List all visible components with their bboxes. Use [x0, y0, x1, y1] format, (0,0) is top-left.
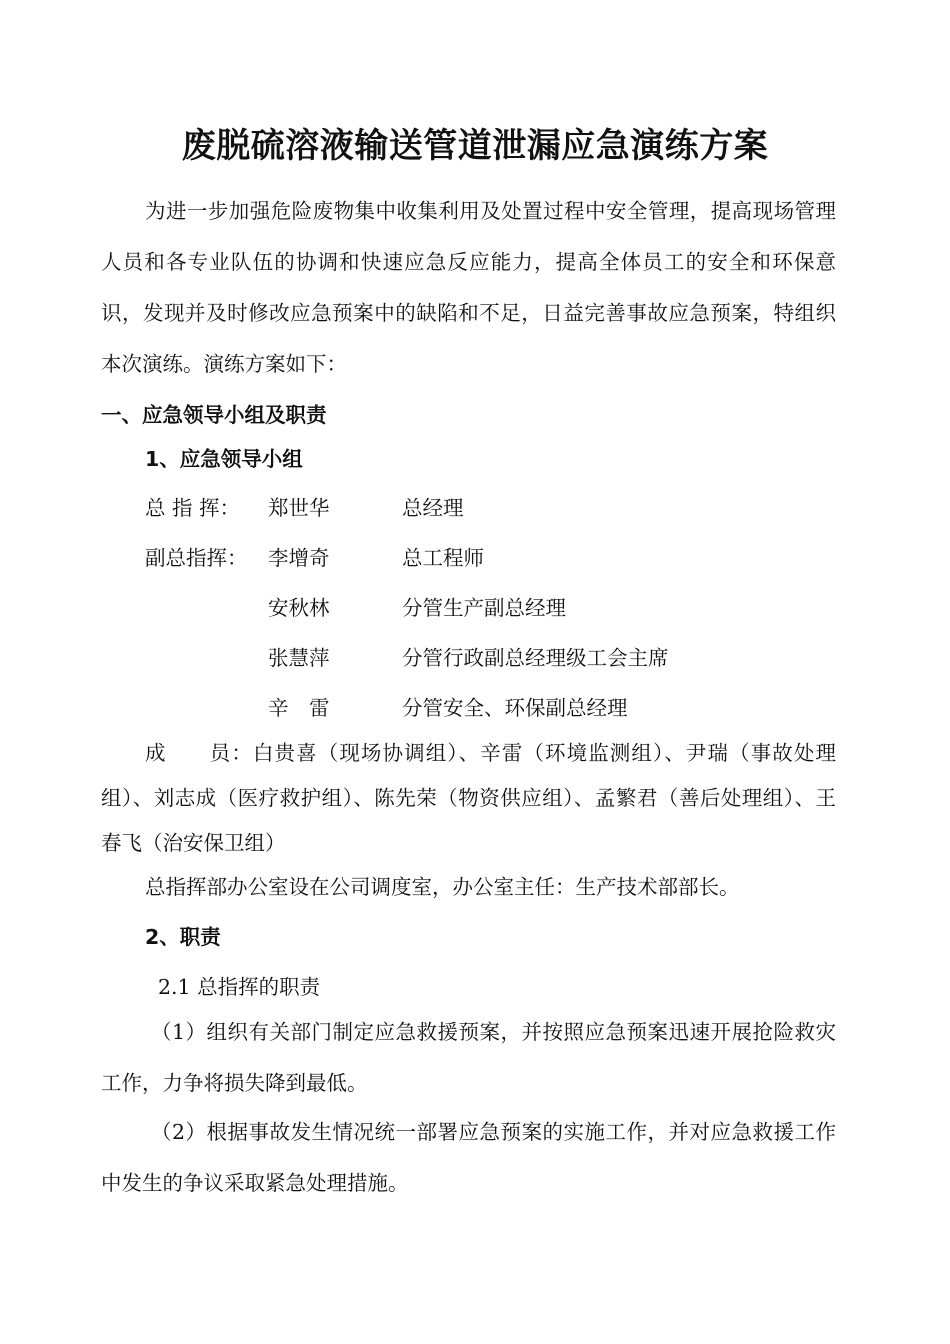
leader-position: 分管安全、环保副总经理: [402, 696, 628, 720]
leader-role: 总 指 挥：: [145, 496, 241, 520]
subsection-2-heading: 2、职责: [145, 925, 221, 949]
duty-2-paragraph: （2）根据事故发生情况统一部署应急预案的实施工作，并对应急救援工作中发生的争议采取紧急处理措施。: [101, 1120, 836, 1195]
leader-row: [145, 691, 845, 721]
intro-paragraph: 为进一步加强危险废物集中收集利用及处置过程中安全管理，提高现场管理人员和各专业队伍的协调和快速应急反应能力，提高全体员工的安全和环保意识，发现并及时修改应急预案中的缺陷和不足，日益完善事故应急预案，特组织本次演练。演练方案如下：: [101, 199, 836, 376]
leader-position: 分管生产副总经理: [402, 596, 566, 620]
office-text: 总指挥部办公室设在公司调度室，办公室主任：生产技术部部长。: [145, 875, 740, 899]
leader-role: 副总指挥：: [145, 546, 248, 570]
duty-1-paragraph: （1）组织有关部门制定应急救援预案，并按照应急预案迅速开展抢险救灾工作，力争将损失降到最低。: [101, 1020, 836, 1095]
leader-name: 李增奇: [268, 546, 330, 570]
leader-name: 张慧萍: [268, 646, 330, 670]
leader-position: 总经理: [402, 496, 464, 520]
leader-row: [145, 541, 845, 571]
leader-row: [145, 641, 845, 671]
leader-name: 安秋林: [268, 596, 330, 620]
members-paragraph: 成 员：白贵喜（现场协调组）、辛雷（环境监测组）、尹瑞（事故处理组）、刘志成（医疗救护组）、陈先荣（物资供应组）、孟繁君（善后处理组）、王春飞（治安保卫组）: [101, 741, 836, 855]
leader-row: [145, 591, 845, 621]
leader-name: 郑世华: [268, 496, 330, 520]
subsection-1-heading: 1、应急领导小组: [145, 447, 303, 471]
leader-row: [145, 491, 845, 521]
section-1-heading: 一、应急领导小组及职责: [101, 403, 327, 427]
leader-position: 总工程师: [402, 546, 484, 570]
sub-2-1-heading: 2.1 总指挥的职责: [158, 975, 321, 999]
leader-name: 辛 雷: [268, 696, 330, 720]
document-title: 废脱硫溶液输送管道泄漏应急演练方案: [181, 126, 769, 166]
leader-position: 分管行政副总经理级工会主席: [402, 646, 669, 670]
